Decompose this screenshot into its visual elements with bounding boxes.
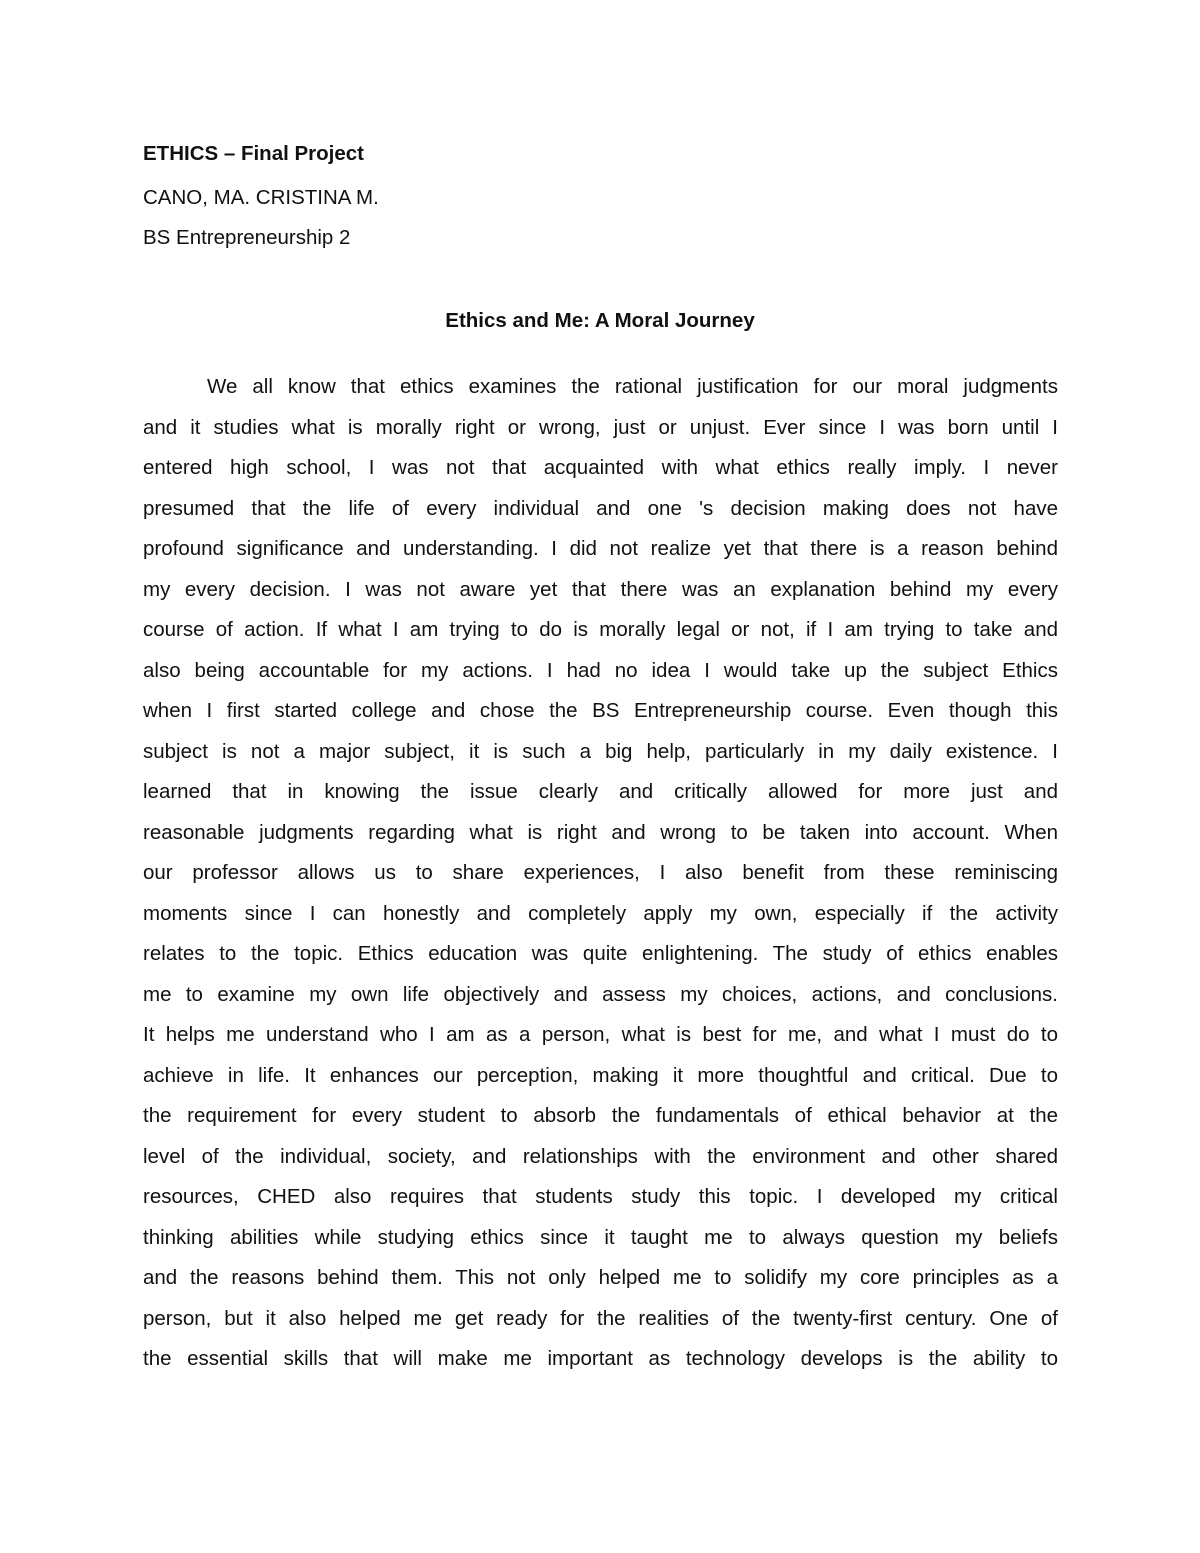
program-year: BS Entrepreneurship 2 <box>143 226 351 249</box>
body-line: entered high school, I was not that acquainted with what ethics really imply. I never <box>143 456 1058 479</box>
body-line: also being accountable for my actions. I had no idea I would take up the subject Ethics <box>143 659 1058 682</box>
body-line: our professor allows us to share experiences, I also benefit from these reminiscing <box>143 861 1058 884</box>
body-line: when I first started college and chose the BS Entrepreneurship course. Even though this <box>143 699 1058 722</box>
body-line: profound significance and understanding. I did not realize yet that there is a reason behind <box>143 537 1058 560</box>
body-line: the requirement for every student to absorb the fundamentals of ethical behavior at the <box>143 1104 1058 1127</box>
body-line: level of the individual, society, and relationships with the environment and other shared <box>143 1145 1058 1168</box>
course-heading: ETHICS – Final Project <box>143 142 364 165</box>
body-line: learned that in knowing the issue clearly and critically allowed for more just and <box>143 780 1058 803</box>
student-name: CANO, MA. CRISTINA M. <box>143 186 379 209</box>
body-line: achieve in life. It enhances our perception, making it more thoughtful and critical. Due to <box>143 1064 1058 1087</box>
essay-title: Ethics and Me: A Moral Journey <box>445 309 755 332</box>
body-line: course of action. If what I am trying to do is morally legal or not, if I am trying to take and <box>143 618 1058 641</box>
body-line: It helps me understand who I am as a person, what is best for me, and what I must do to <box>143 1023 1058 1046</box>
body-line: reasonable judgments regarding what is right and wrong to be taken into account. When <box>143 821 1058 844</box>
body-line: and it studies what is morally right or wrong, just or unjust. Ever since I was born until I <box>143 416 1058 439</box>
body-line: moments since I can honestly and completely apply my own, especially if the activity <box>143 902 1058 925</box>
body-line: my every decision. I was not aware yet that there was an explanation behind my every <box>143 578 1058 601</box>
body-line: the essential skills that will make me important as technology develops is the ability to <box>143 1347 1058 1370</box>
body-line: thinking abilities while studying ethics since it taught me to always question my beliefs <box>143 1226 1058 1249</box>
body-line: and the reasons behind them. This not only helped me to solidify my core principles as a <box>143 1266 1058 1289</box>
body-line: person, but it also helped me get ready for the realities of the twenty-first century. One of <box>143 1307 1058 1330</box>
body-line: subject is not a major subject, it is such a big help, particularly in my daily existence. I <box>143 740 1058 763</box>
body-line: relates to the topic. Ethics education was quite enlightening. The study of ethics enables <box>143 942 1058 965</box>
body-line: We all know that ethics examines the rational justification for our moral judgments <box>207 375 1058 398</box>
body-line: resources, CHED also requires that students study this topic. I developed my critical <box>143 1185 1058 1208</box>
body-line: me to examine my own life objectively and assess my choices, actions, and conclusions. <box>143 983 1058 1006</box>
body-line: presumed that the life of every individual and one 's decision making does not have <box>143 497 1058 520</box>
